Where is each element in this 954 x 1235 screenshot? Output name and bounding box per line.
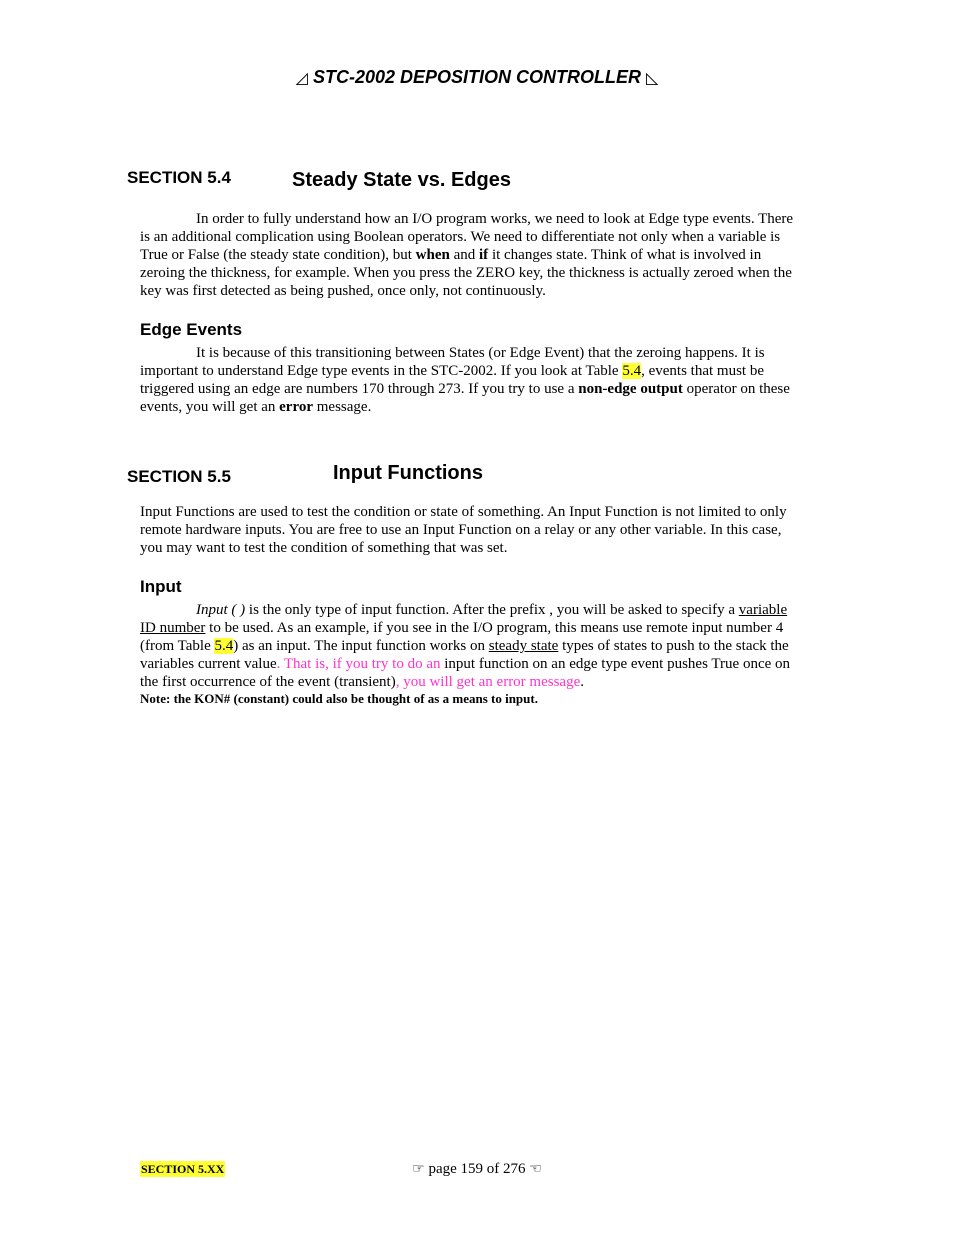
triangle-ruler-icon: ◺ xyxy=(646,70,659,87)
table-reference-link[interactable]: 5.4 xyxy=(214,638,234,654)
pointing-hand-right-icon: ☞ xyxy=(412,1161,425,1177)
section-5-4-paragraph: In order to fully understand how an I/O program works, we need to look at Edge type events. There is an additional complication using Boolean operators. We need to differentiate not only when a variable is True or False (the steady state condition), but when and if it changes state. Think of what is involved in zeroing the thickness, for example. When you press the ZERO key, the thickness is actually zeroed when the key was first detected as being pushed, once only, not continuously. xyxy=(140,211,794,299)
section-5-5-label: SECTION 5.5 xyxy=(127,467,231,486)
section-5-5-paragraph: Input Functions are used to test the condition or state of something. An Input Function is not limited to only remote hardware inputs. You are free to use an Input Function on a relay or any other variable. In this case, you may want to test the condition of something that was set. xyxy=(140,504,787,556)
section-5-5-title: Input Functions xyxy=(333,462,483,484)
page-number: ☞ page 159 of 276 ☜ xyxy=(412,1161,542,1177)
footer-section-label: SECTION 5.XX xyxy=(141,1162,225,1176)
table-reference-link[interactable]: 5.4 xyxy=(622,363,642,379)
edge-events-paragraph: It is because of this transitioning between States (or Edge Event) that the zeroing happens. It is important to understand Edge type events in the STC-2002. If you look at Table 5.4, events that must be triggered using an edge are numbers 170 through 273. If you try to use a non-edge output operator on these events, you will get an error message. xyxy=(140,345,790,415)
page-header xyxy=(0,65,954,91)
section-5-4-label: SECTION 5.4 xyxy=(127,168,231,187)
edge-events-heading: Edge Events xyxy=(140,320,243,339)
pointing-hand-left-icon: ☜ xyxy=(529,1161,542,1177)
input-heading: Input xyxy=(140,577,182,596)
section-5-4-title: Steady State vs. Edges xyxy=(292,169,511,191)
triangle-ruler-icon: ◿ xyxy=(295,70,308,87)
header-title: STC-2002 DEPOSITION CONTROLLER xyxy=(312,67,642,87)
input-paragraph: Input ( ) is the only type of input function. After the prefix , you will be asked to specify a variable ID number to be used. As an example, if you see in the I/O program, this means use remote input number 4 (from Table 5.4) as an input. The input function works on steady state types of states to push to the stack the variables current value. That is, if you try to do an input function on an edge type event pushes True once on the first occurrence of the event (transient), you will get an error message. xyxy=(140,602,791,690)
input-note: Note: the KON# (constant) could also be thought of as a means to input. xyxy=(140,691,538,706)
